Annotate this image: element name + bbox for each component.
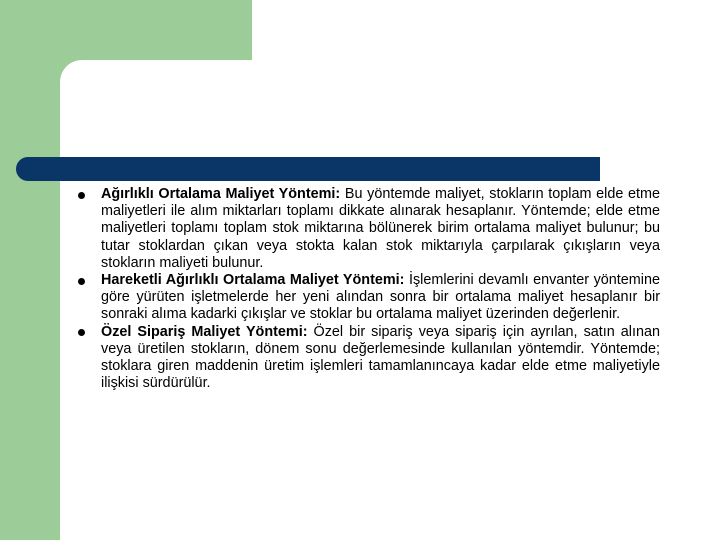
title-bar	[16, 157, 600, 181]
bullet-icon	[78, 329, 85, 336]
bullet-item-moving-weighted-average	[78, 272, 660, 324]
bullet-term: Ağırlıklı Ortalama Maliyet Yöntemi:	[101, 186, 341, 202]
bullet-term: Hareketli Ağırlıklı Ortalama Maliyet Yöntemi:	[101, 272, 405, 289]
bullet-item-special-order	[78, 324, 660, 393]
bullet-text: İşlemlerini devamlı envanter yöntemine göre yürüten işletmelerde her yeni alından sonra bir ortalama maliyet hesaplanır bir sonraki alıma kadarki çıkışlar ve stoklar bu ortalama maliyet üzerinden değerlenir.	[101, 272, 660, 323]
bullet-list	[78, 186, 660, 392]
bullet-text: Özel bir sipariş veya sipariş için ayrılan, satın alınan veya üretilen stokların, dönem sonu değerlemesinde kullanılan yöntemdir. Yöntemde; stoklara giren maddenin üretim işlemleri tamamlanıncaya kadar elde etme maliyetiyle ilişkisi sürdürülür.	[101, 323, 660, 392]
bullet-item-weighted-average	[78, 186, 660, 272]
bullet-icon	[78, 192, 85, 199]
bullet-icon	[78, 278, 85, 285]
bullet-term: Özel Sipariş Maliyet Yöntemi:	[101, 323, 308, 340]
bullet-text: Bu yöntemde maliyet, stokların toplam elde etme maliyetleri ile alım miktarları toplamı dikkate alınarak hesaplanır. Yöntemde; elde etme maliyetleri toplamı toplam stok miktarına bölünerek birim ortalama maliyet bulunur; bu tutar stoklardan çıkan veya stokta kalan stok miktarıyla çarpılarak çıkışların veya stokların maliyeti bulunur.	[101, 186, 660, 271]
